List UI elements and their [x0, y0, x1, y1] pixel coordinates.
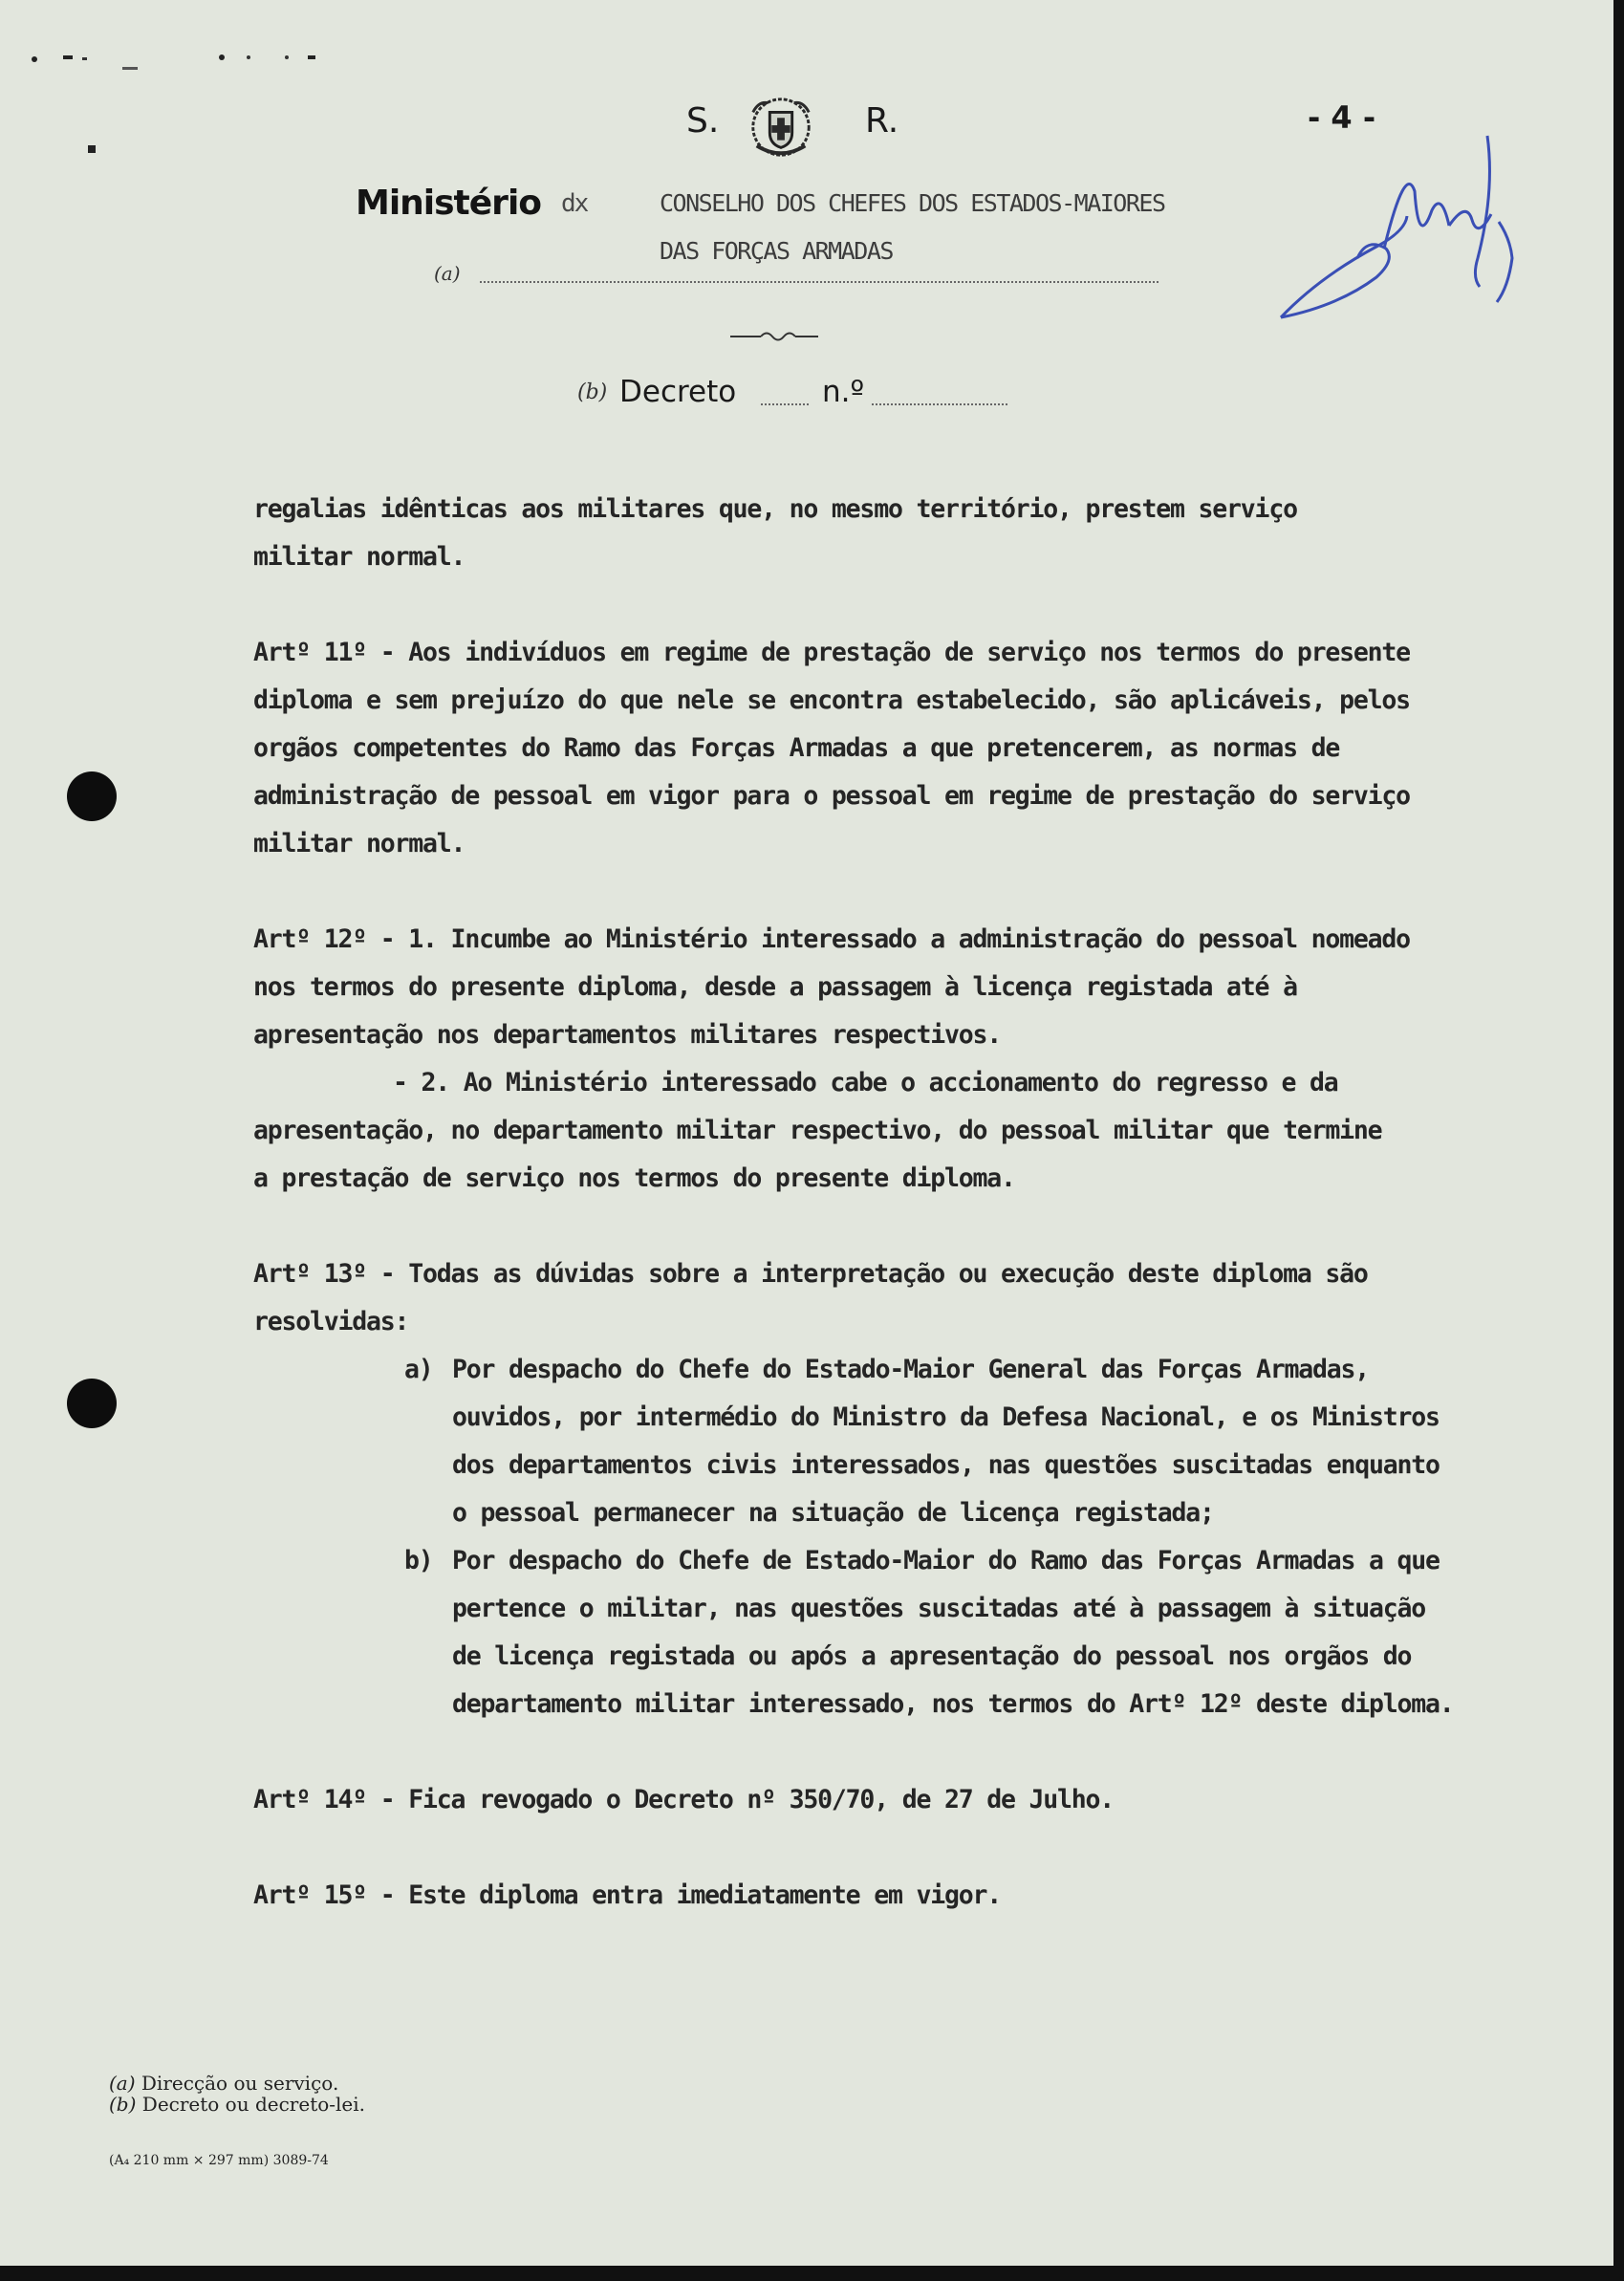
ministry-heading	[356, 184, 1292, 289]
decree-number-label: n.º	[822, 375, 865, 409]
text-line: de licença registada ou após a apresentação do pessoal nos orgãos do	[452, 1641, 1412, 1671]
text-line: militar normal.	[253, 542, 466, 572]
footnote-a-text: Direcção ou serviço.	[141, 2072, 339, 2095]
footnote-a-marker: (a)	[109, 2072, 136, 2095]
article-13-item-b	[253, 1537, 1572, 1728]
punch-hole	[67, 771, 117, 821]
text-line: pertence o militar, nas questões suscitadas até à passagem à situação	[452, 1594, 1426, 1623]
article-11	[253, 629, 1572, 868]
decree-number-dotted-line	[872, 403, 1007, 405]
decree-label: Decreto	[619, 375, 737, 409]
article-12-item-1	[253, 916, 1572, 1059]
text-line: ouvidos, por intermédio do Ministro da Defesa Nacional, e os Ministros	[452, 1402, 1440, 1432]
text-line: dos departamentos civis interessados, nas questões suscitadas enquanto	[452, 1450, 1440, 1480]
footnotes	[109, 2073, 365, 2115]
paper-format-note: (A₄ 210 mm × 297 mm) 3089-74	[109, 2153, 329, 2168]
text-line: resolvidas:	[253, 1307, 409, 1336]
coat-of-arms-icon	[744, 92, 818, 163]
letterhead	[669, 92, 975, 159]
text-line: nos termos do presente diploma, desde a passagem à licença registada até à	[253, 972, 1297, 1002]
service-marker: (a)	[434, 262, 461, 285]
ministry-name-line-1: CONSELHO DOS CHEFES DOS ESTADOS-MAIORES	[660, 189, 1165, 217]
ornament-divider-icon	[728, 327, 820, 346]
article-15	[253, 1872, 1572, 1920]
text-line: Artº 15º - Este diploma entra imediatamente em vigor.	[253, 1880, 1001, 1910]
article-14	[253, 1776, 1572, 1824]
text-line: regalias idênticas aos militares que, no mesmo território, prestem serviço	[253, 494, 1297, 524]
letterhead-left-letter: S.	[686, 101, 720, 141]
ministry-struck-text: dx	[561, 189, 588, 218]
text-line: apresentação, no departamento militar respectivo, do pessoal militar que termine	[253, 1116, 1382, 1145]
scan-specks	[0, 0, 344, 172]
text-line: apresentação nos departamentos militares respectivos.	[253, 1020, 1001, 1050]
text-line: administração de pessoal em vigor para o pessoal em regime de prestação do serviço	[253, 781, 1410, 811]
footnote-b-text: Decreto ou decreto-lei.	[141, 2093, 366, 2116]
punch-hole	[67, 1379, 117, 1428]
text-line: - 2. Ao Ministério interessado cabe o accionamento do regresso e da	[393, 1068, 1338, 1097]
text-line: orgãos competentes do Ramo das Forças Armadas a que pretencerem, as normas de	[253, 733, 1340, 763]
service-dotted-line	[480, 281, 1158, 283]
article-13-item-a	[253, 1346, 1572, 1537]
scan-border-right	[1613, 0, 1624, 2281]
decree-marker: (b)	[577, 380, 608, 404]
item-marker: a)	[404, 1355, 433, 1384]
text-line: a prestação de serviço nos termos do presente diploma.	[253, 1163, 1015, 1193]
text-line: Artº 14º - Fica revogado o Decreto nº 350/70, de 27 de Julho.	[253, 1785, 1115, 1814]
text-line: Artº 12º - 1. Incumbe ao Ministério interessado a administração do pessoal nomeado	[253, 924, 1410, 954]
article-13	[253, 1250, 1572, 1346]
footnote-a	[109, 2073, 365, 2094]
item-marker: b)	[404, 1546, 433, 1575]
footnote-b-marker: (b)	[109, 2093, 137, 2116]
text-line: diploma e sem prejuízo do que nele se encontra estabelecido, são aplicáveis, pelos	[253, 685, 1410, 715]
document-body	[253, 486, 1572, 1920]
footnote-b	[109, 2094, 365, 2115]
text-line: Por despacho do Chefe do Estado-Maior General das Forças Armadas,	[452, 1355, 1370, 1384]
text-line: Por despacho do Chefe de Estado-Maior do Ramo das Forças Armadas a que	[452, 1546, 1440, 1575]
text-line: o pessoal permanecer na situação de licença registada;	[452, 1498, 1214, 1528]
scan-border-bottom	[0, 2266, 1624, 2281]
page-number: - 4 -	[1308, 99, 1376, 136]
letterhead-right-letter: R.	[865, 101, 899, 141]
decree-type-dotted-line	[761, 403, 809, 405]
paragraph-continuation	[253, 486, 1572, 581]
handwritten-signature	[1262, 134, 1548, 335]
text-line: departamento militar interessado, nos termos do Artº 12º deste diploma.	[452, 1689, 1454, 1719]
text-line: militar normal.	[253, 829, 466, 858]
decree-line	[577, 375, 1017, 423]
text-line: Artº 11º - Aos indivíduos em regime de prestação de serviço nos termos do presente	[253, 638, 1410, 667]
ministry-name-line-2: DAS FORÇAS ARMADAS	[660, 237, 893, 265]
ministry-label: Ministério	[356, 184, 542, 223]
article-12-item-2	[253, 1059, 1572, 1203]
text-line: Artº 13º - Todas as dúvidas sobre a interpretação ou execução deste diploma são	[253, 1259, 1368, 1289]
